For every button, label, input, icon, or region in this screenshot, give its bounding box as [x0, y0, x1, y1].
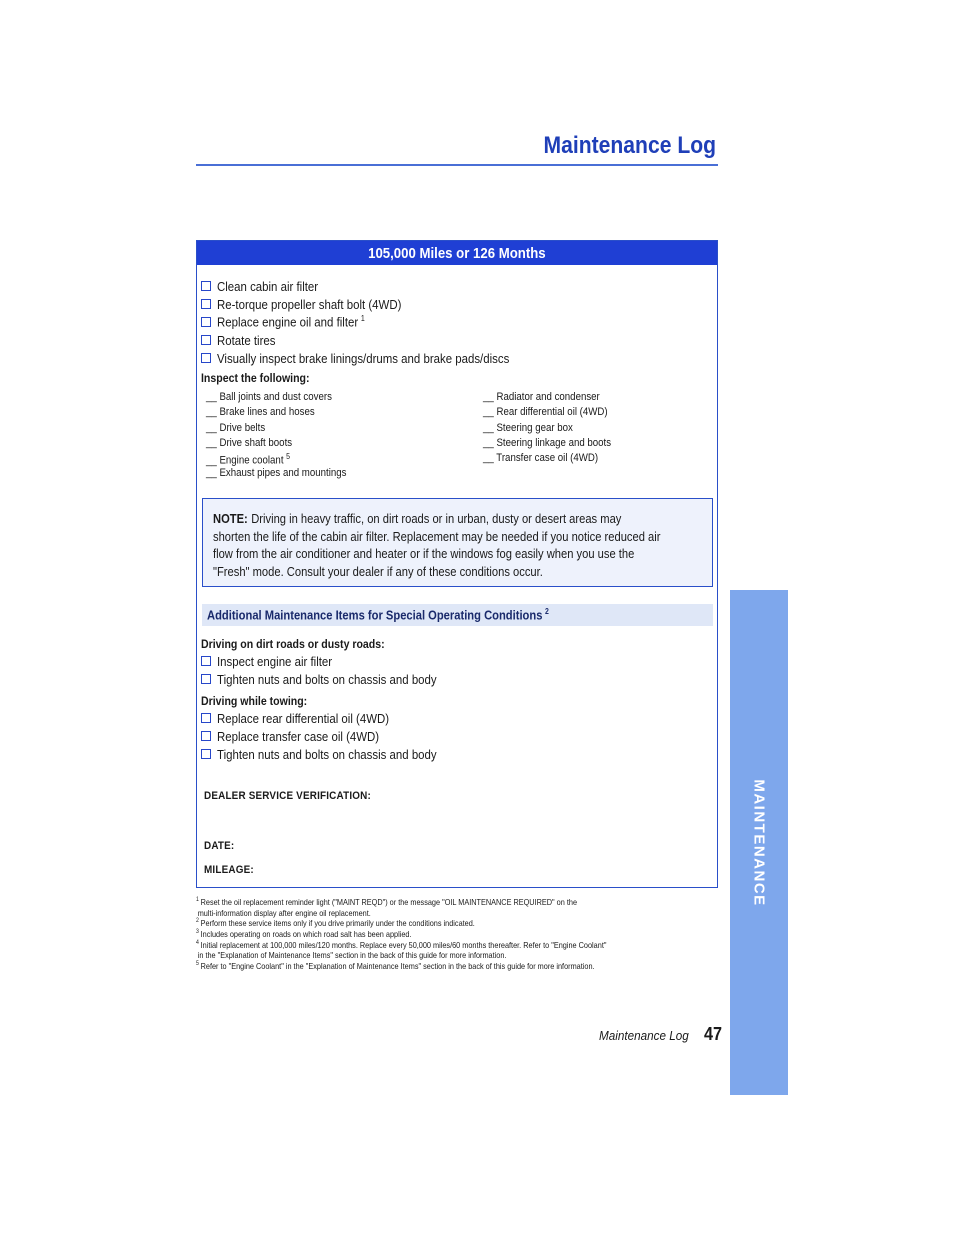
footnote: $^4$ Initial replacement at 100,000 miles/120 months. Replace every 50,000 miles/60 months thereafter. Refer to "Engine Coolant": [196, 939, 607, 950]
footnote: in the "Explanation of Maintenance Items" section in the back of this guide for more information.: [197, 949, 507, 960]
inspect-item: __ Engine coolant $^5$: [206, 452, 346, 467]
note-text: Driving in heavy traffic, on dirt roads or in urban, dusty or desert areas may: [251, 511, 622, 526]
checkbox-icon[interactable]: [201, 299, 211, 309]
note-text: shorten the life of the cabin air filter. Replacement may be needed if you notice reduced air: [213, 528, 661, 544]
inspect-item: __ Steering gear box: [483, 422, 611, 437]
dirt-roads-checklist: [197, 652, 467, 688]
inspect-item: __ Ball joints and dust covers: [206, 391, 346, 406]
page-title: Maintenance Log: [543, 132, 716, 159]
side-tab-label: MAINTENANCE: [750, 778, 768, 907]
inspect-heading: Inspect the following:: [201, 371, 310, 385]
footnote: $^5$ Refer to "Engine Coolant" in the "Explanation of Maintenance Items" section in the back of this guide for more information.: [196, 960, 595, 971]
inspect-item: __ Brake lines and hoses: [206, 406, 346, 421]
checklist-item: Replace rear differential oil (4WD): [197, 709, 467, 727]
footnote: $^3$ Includes operating on roads on which road salt has been applied.: [196, 928, 412, 939]
checkbox-icon[interactable]: [201, 656, 211, 666]
interval-header: 105,000 Miles or 126 Months: [197, 241, 717, 265]
checklist-item: Clean cabin air filter: [197, 277, 549, 295]
towing-heading: Driving while towing:: [201, 694, 308, 708]
footnote-ref: 2: [545, 607, 549, 617]
checkbox-icon[interactable]: [201, 713, 211, 723]
checkbox-icon[interactable]: [201, 335, 211, 345]
checklist-item: Re-torque propeller shaft bolt (4WD): [197, 295, 549, 313]
checkbox-icon[interactable]: [201, 731, 211, 741]
inspect-item: __ Exhaust pipes and mountings: [206, 467, 346, 482]
inspect-item: __ Transfer case oil (4WD): [483, 452, 611, 467]
note-label: NOTE:: [213, 511, 248, 526]
inspect-item: __ Rear differential oil (4WD): [483, 406, 611, 421]
checkbox-icon[interactable]: [201, 281, 211, 291]
checklist-item: Visually inspect brake linings/drums and brake pads/discs: [197, 349, 549, 367]
note-box: [202, 498, 713, 587]
note-text: "Fresh" mode. Consult your dealer if any of these conditions occur.: [213, 563, 543, 579]
checklist-item: Replace transfer case oil (4WD): [197, 727, 467, 745]
dealer-verification-label: DEALER SERVICE VERIFICATION:: [204, 790, 371, 802]
mileage-label: MILEAGE:: [204, 864, 254, 876]
checkbox-icon[interactable]: [201, 317, 211, 327]
additional-items-header: Additional Maintenance Items for Special Operating Conditions $^2$: [202, 604, 713, 626]
inspect-list-right: [483, 391, 629, 467]
dirt-roads-heading: Driving on dirt roads or dusty roads:: [201, 637, 385, 651]
checklist-item: Tighten nuts and bolts on chassis and body: [197, 745, 467, 763]
checkbox-icon[interactable]: [201, 353, 211, 363]
inspect-item: __ Radiator and condenser: [483, 391, 611, 406]
page-number: 47: [704, 1024, 723, 1044]
checklist-item: Rotate tires: [197, 331, 549, 349]
inspect-item: __ Steering linkage and boots: [483, 437, 611, 452]
footnote-ref: 5: [286, 452, 291, 462]
title-rule: [196, 164, 718, 166]
footnote: multi-information display after engine oil replacement.: [197, 907, 371, 918]
towing-checklist: [197, 709, 467, 763]
note-text: flow from the air conditioner and heater or if the windows fog easily when you use the: [213, 546, 635, 561]
checklist-item: Tighten nuts and bolts on chassis and body: [197, 670, 467, 688]
checkbox-icon[interactable]: [201, 749, 211, 759]
checkbox-icon[interactable]: [201, 674, 211, 684]
footnote: $^2$ Perform these service items only if you drive primarily under the conditions indicated.: [196, 918, 475, 929]
inspect-item: __ Drive shaft boots: [206, 437, 346, 452]
footnote-ref: 1: [360, 314, 365, 324]
section-side-tab: [730, 590, 788, 1095]
date-label: DATE:: [204, 840, 235, 852]
maintenance-interval-box: [196, 240, 718, 888]
inspect-list-left: [206, 391, 366, 483]
inspect-item: __ Drive belts: [206, 422, 346, 437]
footnotes: [196, 896, 718, 970]
checklist-item: Inspect engine air filter: [197, 652, 467, 670]
footer-section-label: Maintenance Log: [599, 1028, 689, 1043]
service-checklist: [197, 277, 549, 367]
footnote: $^1$ Reset the oil replacement reminder light ("MAINT REQD") or the message "OIL MAINTENANCE REQUIRED" on the: [196, 896, 578, 907]
checklist-item: Replace engine oil and filter $^1$: [197, 313, 549, 331]
